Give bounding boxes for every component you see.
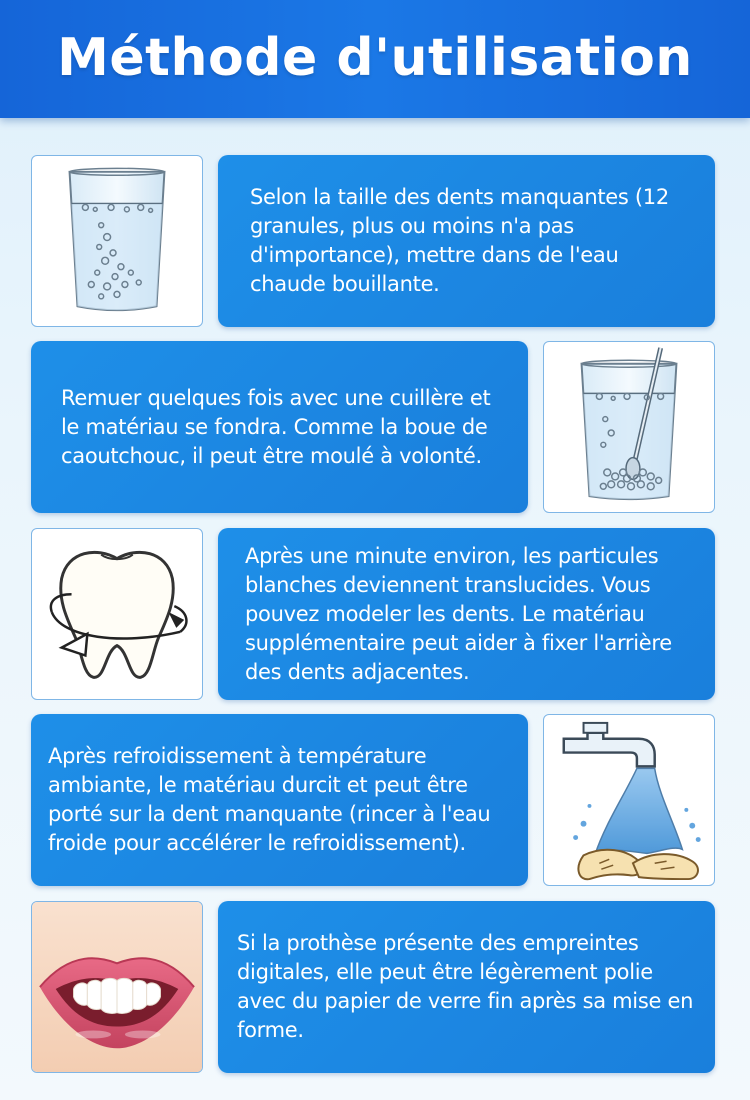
step-2-image — [543, 341, 715, 513]
step-3-text: Après une minute environ, les particules blanches deviennent translucides. Vous pouvez modeler les dents. Le matériau supplémentaire peut aider à fixer l'arrière des dents adjacentes. — [245, 543, 672, 684]
step-4-text: Après refroidissement à température ambiante, le matériau durcit et peut être porté sur la dent manquante (rincer à l'eau froide pour accélérer le refroidissement). — [48, 744, 491, 855]
tooth-with-arrow-icon — [32, 529, 202, 699]
step-1-image — [31, 155, 203, 327]
step-5-text: Si la prothèse présente des empreintes digitales, elle peut être légèrement polie avec du papier de verre fin après sa mise en forme. — [237, 931, 694, 1042]
step-2-text: Remuer quelques fois avec une cuillère et le matériau se fondra. Comme la boue de caoutchouc, il peut être moulé à volonté. — [61, 385, 491, 468]
glass-with-spoon-icon — [544, 342, 714, 512]
header-banner — [0, 0, 750, 118]
step-3-instruction-box — [218, 528, 715, 700]
step-1-text: Selon la taille des dents manquantes (12 granules, plus ou moins n'a pas d'importance), mettre dans de l'eau chaude bouillante. — [250, 185, 669, 296]
step-5-image — [31, 901, 203, 1073]
step-4-image — [543, 714, 715, 886]
step-3-image — [31, 528, 203, 700]
step-4-instruction-box — [31, 714, 528, 886]
page-title: Méthode d'utilisation — [57, 28, 693, 88]
faucet-hands-icon — [544, 715, 714, 885]
step-5-instruction-box — [218, 901, 715, 1073]
smiling-mouth-icon — [32, 902, 202, 1072]
step-2-instruction-box — [31, 341, 528, 513]
step-1-instruction-box — [218, 155, 715, 327]
glass-of-water-with-granules-icon — [32, 156, 202, 326]
